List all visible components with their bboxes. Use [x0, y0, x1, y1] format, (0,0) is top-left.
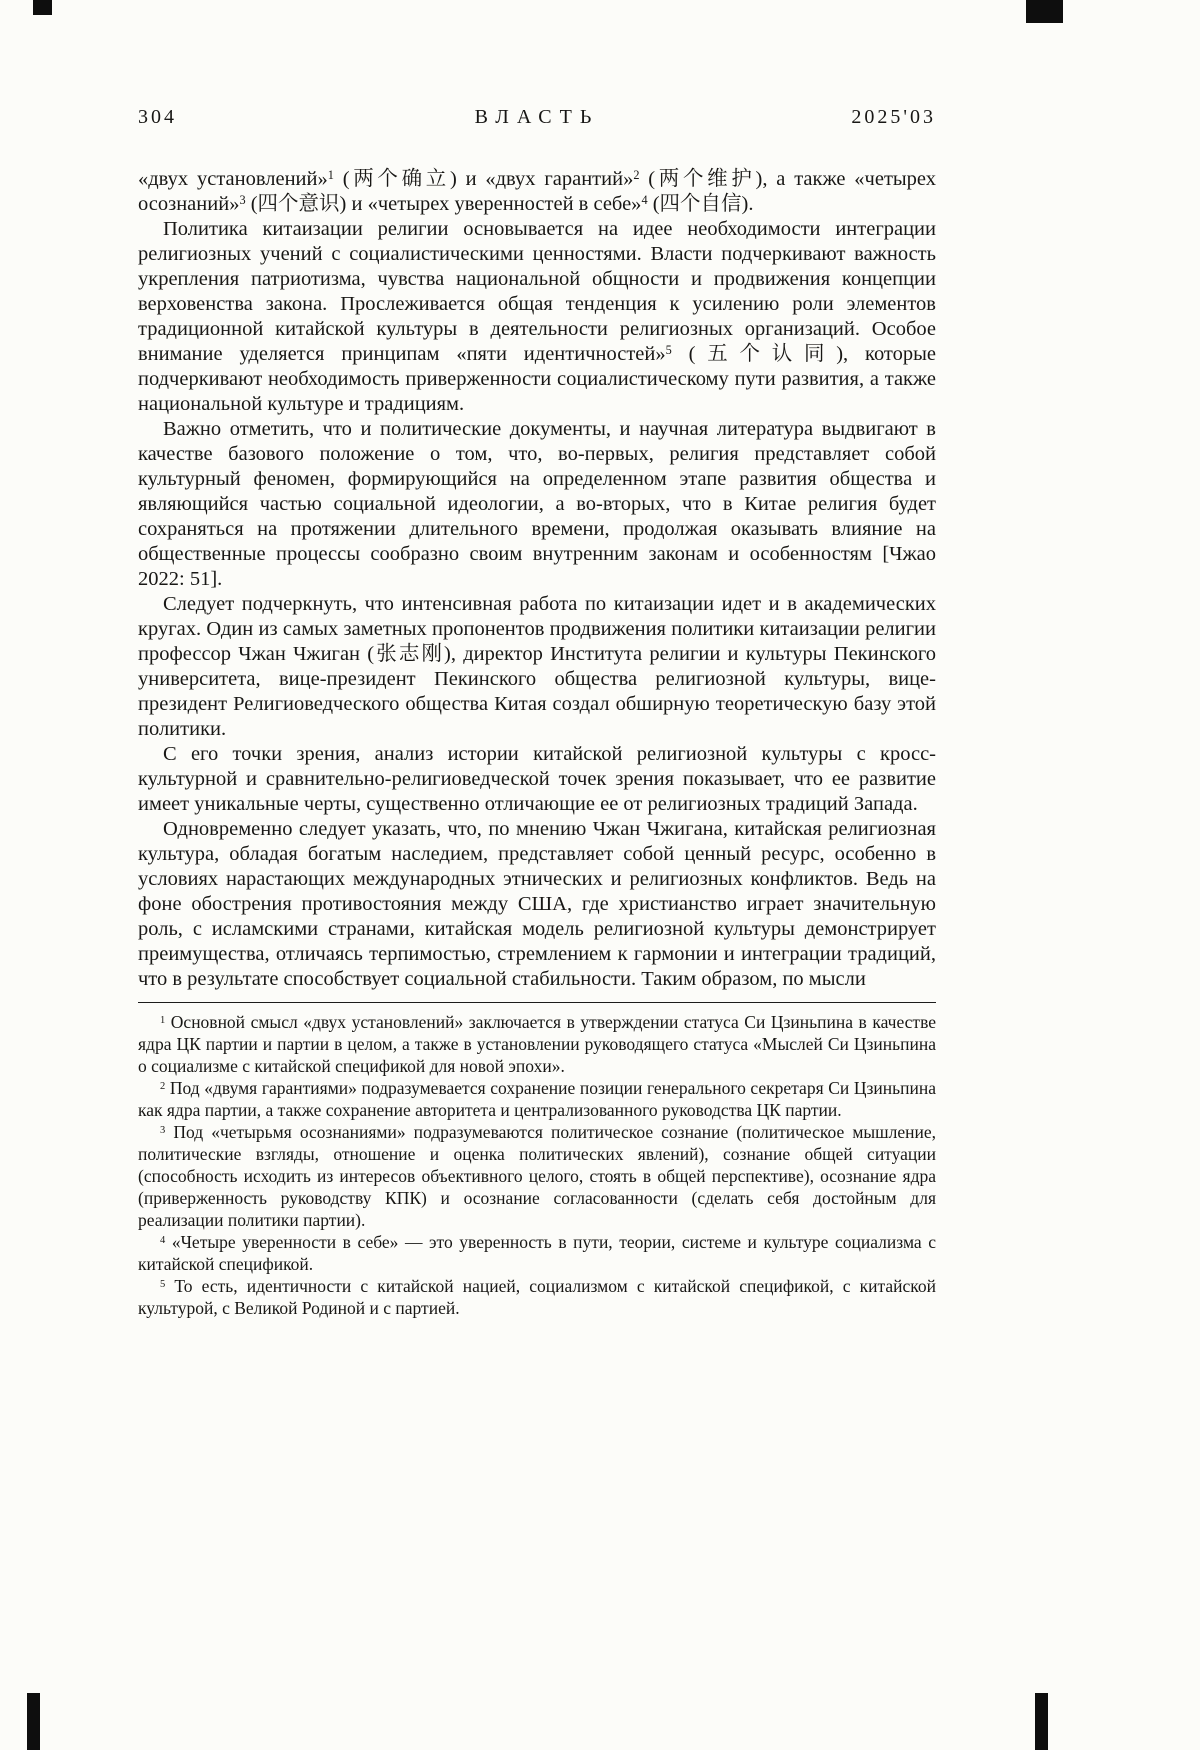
- print-mark-top-right: [1026, 0, 1063, 23]
- footnote-marker: 3: [160, 1125, 166, 1137]
- footnote-separator: [138, 1002, 936, 1003]
- footnote: $^5$ То есть, идентичности с китайской нацией, социализмом с китайской спецификой, с китайской культурой, с Великой Родиной и с партией.: [138, 1276, 936, 1318]
- paragraph: Политика китаизации религии основывается на идее необходимости интеграции религиозных учений с социалистическими ценностями. Власти подчеркивают важность укрепления патриотизма, чувства национальной общности и продвижения концепции верховенства закона. Прослеживается общая тенденция к усилению роли элементов традиционной китайской культуры в деятельности религиозных организаций. Особое внимание уделяется принципам «пяти идентичностей»$^5$ (五个认同), которые подчеркивают необходимость приверженности социалистическому пути развития, а также национальной культуре и традициям.: [138, 218, 936, 415]
- paragraph: Следует подчеркнуть, что интенсивная работа по китаизации идет и в академических кругах. Один из самых заметных пропонентов продвижения политики китаизации религии профессор Чжан Чжиган (张志刚), директор Института религии и культуры Пекинского университета, вице-президент Пекинского общества религиозной культуры, вице-президент Религиоведческого общества Китая создал обширную теоретическую базу этой политики.: [138, 593, 936, 740]
- footnote: $^4$ «Четыре уверенности в себе» — это уверенность в пути, теории, системе и культуре социализма с китайской спецификой.: [138, 1232, 936, 1274]
- footnote: $^3$ Под «четырьмя осознаниями» подразумеваются политическое сознание (политическое мышление, политические взгляды, отношение и оценка политических явлений), сознание общей ситуации (способность исходить из интересов объективного целого, стоять в общей перспективе), осознание ядра (приверженность руководству КПК) и осознание согласованности (сделать себя достойным для реализации политики партии).: [138, 1122, 936, 1230]
- footnote-ref: 2: [633, 168, 640, 183]
- footnote: $^2$ Под «двумя гарантиями» подразумевается сохранение позиции генерального секретаря Си Цзиньпина как ядра партии, а также сохранение авторитета и централизованного руководства ЦК партии.: [138, 1078, 936, 1120]
- paragraph: Важно отметить, что и политические документы, и научная литература выдвигают в качестве базового положение о том, что, во-первых, религия представляет собой культурный феномен, формирующийся на определенном этапе развития общества и являющийся частью социальной идеологии, а во-вторых, что в Китае религия будет сохраняться на протяжении длительного времени, продолжая оказывать влияние на общественные процессы сообразно своим внутренним законам и особенностям [Чжао 2022: 51].: [138, 418, 936, 590]
- paragraph: «двух установлений»$^1$ (两个确立) и «двух гарантий»$^2$ (两个维护), а также «четырех осознаний»$^3$ (四个意识) и «четырех уверенностей в себе»$^4$ (四个自信).: [138, 168, 936, 215]
- running-header: [138, 106, 936, 129]
- footnote-marker: 2: [160, 1081, 166, 1093]
- paragraph: Одновременно следует указать, что, по мнению Чжан Чжигана, китайская религиозная культура, обладая богатым наследием, представляет собой ценный ресурс, особенно в условиях нарастающих международных этнических и религиозных конфликтов. Ведь на фоне обострения противостояния между США, где христианство играет значительную роль, с исламскими странами, китайская модель религиозной культуры демонстрирует преимущества, отличаясь терпимостью, стремлением к гармонии и интеграции традиций, что в результате способствует социальной стабильности. Таким образом, по мысли: [138, 818, 936, 990]
- footnote: $^1$ Основной смысл «двух установлений» заключается в утверждении статуса Си Цзиньпина в качестве ядра ЦК партии и партии в целом, а также в установлении руководящего статуса «Мыслей Си Цзиньпина о социализме с китайской спецификой для новой эпохи».: [138, 1012, 936, 1076]
- footnote-ref: 3: [239, 193, 246, 208]
- print-mark-bottom-right: [1035, 1693, 1048, 1750]
- footnote-marker: 1: [160, 1015, 166, 1027]
- print-mark-bottom-left: [27, 1693, 40, 1750]
- print-mark-top-left: [33, 0, 52, 15]
- footnote-ref: 5: [665, 343, 672, 358]
- footnote-marker: 4: [160, 1235, 166, 1247]
- page-content: [138, 0, 936, 1319]
- journal-title: ВЛАСТЬ: [474, 106, 600, 128]
- footnote-ref: 4: [641, 193, 648, 208]
- page-number: 304: [138, 106, 177, 128]
- footnote-marker: 5: [160, 1279, 166, 1291]
- issue-number: 2025'03: [851, 106, 936, 128]
- footnote-ref: 1: [327, 168, 334, 183]
- footnotes-block: [138, 1011, 936, 1319]
- article-body: [138, 167, 936, 992]
- paragraph: С его точки зрения, анализ истории китайской религиозной культуры с кросс-культурной и сравнительно-религиоведческой точек зрения показывает, что ее развитие имеет уникальные черты, существенно отличающие ее от религиозных традиций Запада.: [138, 743, 936, 815]
